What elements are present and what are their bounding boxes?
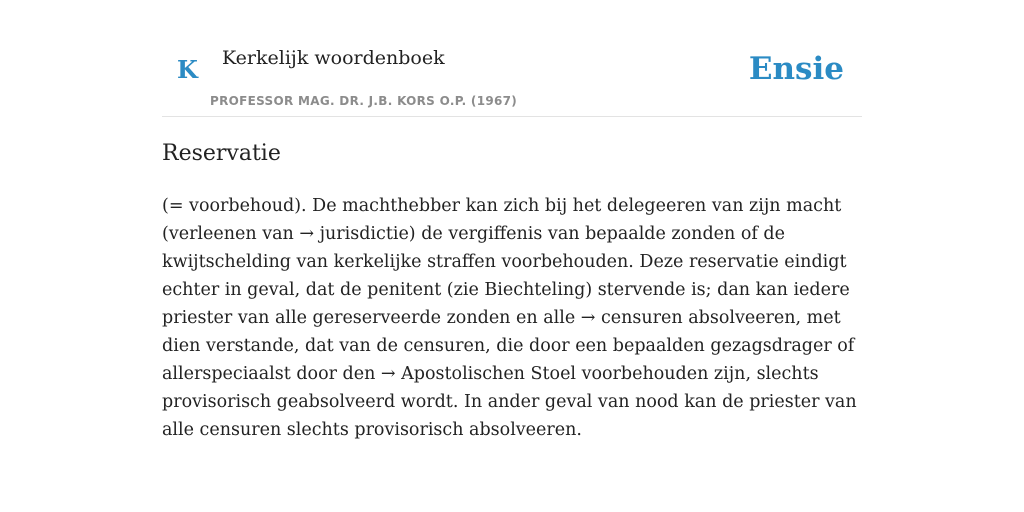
ensie-brand-logo[interactable]: Ensie [748,51,844,87]
dictionary-author: PROFESSOR MAG. DR. J.B. KORS O.P. (1967) [210,94,518,108]
entry-card [162,0,862,512]
dictionary-header [162,0,862,117]
entry-body: (= voorbehoud). De machthebber kan zich bij het delegeeren van zijn macht (verleenen van → jurisdictie) de vergiffenis van bepaalde zonden of de kwijtschelding van kerkelijke straffen voorbehouden. Deze reservatie eindigt echter in geval, dat de penitent (zie Biechteling) stervende is; dan kan iedere priester van alle gereserveerde zonden en alle → censuren absolveeren, met dien verstande, dat van de censuren, die door een bepaalden gezagsdrager of allerspeciaalst door den → Apostolischen Stoel voorbehouden zijn, slechts provisorisch geabsolveerd wordt. In ander geval van nood kan de priester van alle censuren slechts provisorisch absolveeren. [162,196,857,440]
entry-title: Reservatie [162,141,281,166]
dictionary-logo-icon[interactable]: K [177,55,198,84]
dictionary-title[interactable]: Kerkelijk woordenboek [222,47,445,69]
